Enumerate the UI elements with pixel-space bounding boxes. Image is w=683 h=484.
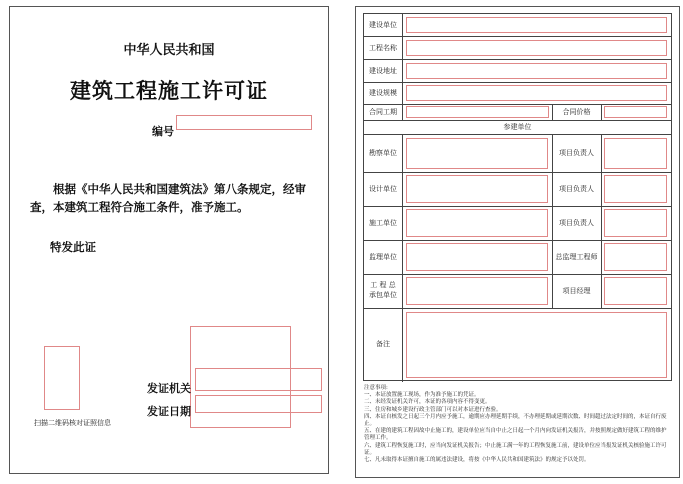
- supervision-unit-label: 监理单位: [369, 253, 397, 261]
- survey-lead-label: 项目负责人: [559, 149, 594, 157]
- project-manager-field[interactable]: [604, 277, 667, 305]
- contract-price-label: 合同价格: [562, 108, 591, 116]
- construction-lead-label: 项目负责人: [559, 219, 594, 227]
- note-item: 二、未经发证机关许可，本证的各项内容不得变更。: [364, 399, 491, 406]
- number-label: 编号: [152, 125, 174, 138]
- survey-unit-label: 勘察单位: [369, 149, 397, 157]
- contract-period-label: 合同工期: [369, 108, 397, 116]
- issue-date-field[interactable]: [195, 395, 322, 413]
- permit-statement: 根据《中华人民共和国建筑法》第八条规定，经审查，本建筑工程符合施工条件，准予施工。: [30, 182, 306, 214]
- survey-lead-field[interactable]: [604, 138, 667, 169]
- number-field[interactable]: [176, 115, 312, 130]
- project-info-table: [363, 13, 672, 381]
- note-item: 七、凡未取得本证擅自施工的属违法建设，将按《中华人民共和国建筑法》的规定予以处罚。: [364, 457, 590, 464]
- chief-supervisor-field[interactable]: [604, 243, 667, 271]
- survey-unit-field[interactable]: [406, 138, 548, 169]
- special-notice: 特发此证: [50, 240, 96, 254]
- contract-price-field[interactable]: [604, 106, 667, 118]
- participants-header: 参建单位: [503, 123, 532, 131]
- issuer-field[interactable]: [195, 368, 322, 391]
- design-lead-field[interactable]: [604, 175, 667, 203]
- qr-caption: 扫描二维码核对证照信息: [34, 419, 111, 427]
- construction-unit-field[interactable]: [406, 17, 667, 33]
- issuer-label: 发证机关: [147, 382, 191, 395]
- note-item: 六、建筑工程恢复施工时，应当向发证机关报告；中止施工满一年的工程恢复施工前，建设单位应当报发证机关核验施工许可证。: [364, 442, 667, 456]
- general-contractor-field[interactable]: [406, 277, 548, 305]
- permit-detail-page: [355, 6, 680, 478]
- note-item: 五、在建的建筑工程因故中止施工的，建设单位应当自中止之日起一个月内向发证机关报告，并按照规定做好建筑工程的维护管理工作。: [364, 428, 667, 442]
- remarks-field[interactable]: [406, 312, 667, 378]
- contract-period-field[interactable]: [406, 106, 549, 118]
- note-item: 一、本证放置施工现场，作为准予施工的凭证。: [364, 392, 480, 399]
- remarks-label: 备注: [376, 340, 390, 348]
- general-contractor-label-line2: 承包单位: [369, 291, 397, 299]
- project-name-field[interactable]: [406, 40, 667, 56]
- project-name-label: 工程名称: [369, 44, 397, 52]
- note-item: 三、住房和城乡建设行政主管部门可以对本证进行查验。: [364, 406, 502, 413]
- design-lead-label: 项目负责人: [559, 185, 594, 193]
- design-unit-label: 设计单位: [369, 185, 397, 193]
- general-contractor-label-line1: 工 程 总: [370, 281, 396, 289]
- design-unit-field[interactable]: [406, 175, 548, 203]
- construction-address-field[interactable]: [406, 63, 667, 79]
- permit-title: 建筑工程施工许可证: [70, 78, 268, 103]
- construction-address-label: 建设地址: [369, 67, 397, 75]
- construction-lead-field[interactable]: [604, 209, 667, 237]
- issue-date-label: 发证日期: [147, 405, 191, 418]
- note-item: 四、本证自核发之日起三个月内应予施工，逾期应办理延期手续，不办理延期或延期次数、时间超过法定时间的，本证自行废止。: [364, 413, 667, 428]
- construction-company-label: 施工单位: [369, 219, 397, 227]
- notes-title: 注意事项:: [364, 385, 388, 391]
- project-manager-label: 项目经理: [562, 287, 591, 295]
- construction-unit-label: 建设单位: [369, 21, 397, 29]
- notes-section: [364, 385, 670, 464]
- supervision-unit-field[interactable]: [406, 243, 548, 271]
- construction-company-field[interactable]: [406, 209, 548, 237]
- country-name: 中华人民共和国: [123, 43, 215, 58]
- chief-supervisor-label: 总监理工程师: [555, 253, 598, 261]
- construction-scale-field[interactable]: [406, 85, 667, 101]
- construction-scale-label: 建设规模: [369, 89, 397, 97]
- qr-code-placeholder: [44, 346, 80, 410]
- permit-cover-page: [9, 6, 329, 474]
